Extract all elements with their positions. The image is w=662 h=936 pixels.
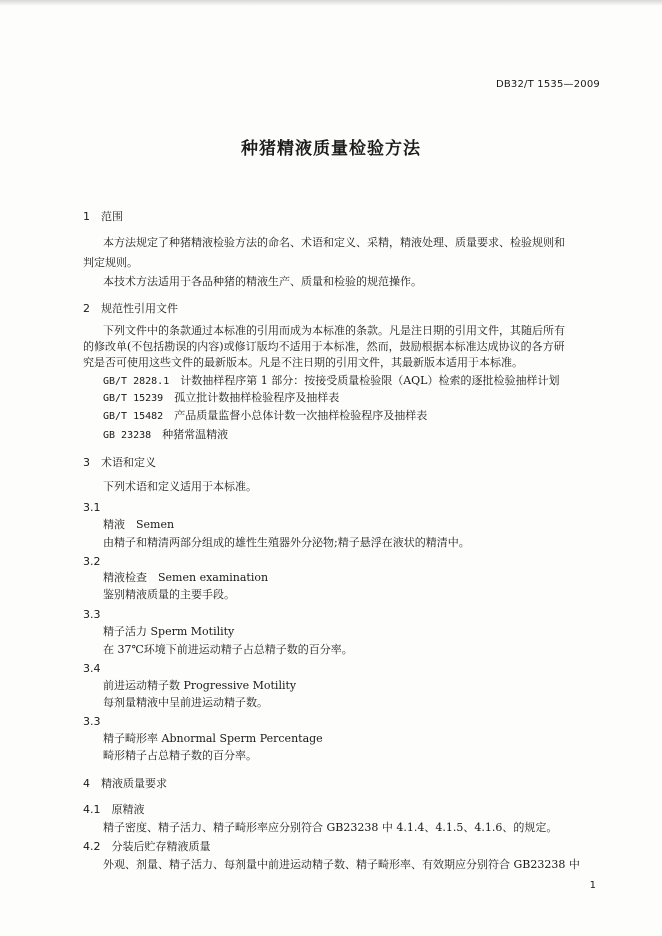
section-4-heading: 4 精液质量要求 [83, 777, 167, 790]
document-title: 种猪精液质量检验方法 [241, 139, 421, 159]
subsection-4-2-heading [83, 840, 211, 854]
subsection-4-1-text: 精子密度、精子活力、精子畸形率应分别符合 GB23238 中 4.1.4、4.1.5、4.1.6、的规定。 [103, 821, 558, 834]
section-1-heading: 1 范围 [83, 210, 123, 223]
term-name: 精液 Semen [103, 518, 175, 531]
reference-title: 计数抽样程序第 1 部分：按接受质量检验限（AQL）检索的逐批检验抽样计划 [180, 374, 560, 387]
subsection-4-1-heading [83, 803, 145, 817]
reference-title: 孤立批计数抽样检验程序及抽样表 [174, 391, 340, 404]
subsection-number: 4.2 [83, 840, 101, 853]
term-number: 3.3 [83, 715, 101, 728]
term-number: 3.4 [83, 662, 101, 675]
reference-code: GB/T 2828.1 [103, 376, 170, 387]
subsection-title: 分装后贮存精液质量 [111, 840, 211, 853]
reference-code: GB/T 15482 [103, 411, 164, 422]
term-definition: 每剂量精液中呈前进运动精子数。 [103, 696, 268, 709]
term-definition: 在 37℃环境下前进运动精子占总精子数的百分率。 [103, 643, 353, 656]
standard-number: DB32/T 1535—2009 [495, 79, 600, 90]
section-3-heading: 3 术语和定义 [83, 456, 156, 469]
section-2-paragraph-b: 的修改单(不包括勘误的内容)或修订版均不适用于本标准，然而，鼓励根据本标准达成协议的各方研 [83, 340, 565, 353]
section-1-paragraph-1b: 判定规则。 [83, 256, 138, 269]
section-2-paragraph-a: 下列文件中的条款通过本标准的引用而成为本标准的条款。凡是注日期的引用文件，其随后所有 [103, 324, 565, 337]
term-number: 3.3 [83, 608, 101, 621]
term-name: 精子活力 Sperm Motility [103, 625, 235, 638]
section-1-paragraph-1a: 本方法规定了种猪精液检验方法的命名、术语和定义、采精，精液处理、质量要求、检验规则和 [103, 236, 565, 249]
term-definition: 鉴别精液质量的主要手段。 [103, 588, 235, 601]
section-1-paragraph-2: 本技术方法适用于各品种猪的精液生产、质量和检验的规范操作。 [103, 275, 422, 288]
term-definition: 由精子和精清两部分组成的雄性生殖器外分泌物;精子悬浮在液状的精清中。 [103, 536, 470, 549]
reference-code: GB 23238 [103, 430, 152, 441]
section-2-heading: 2 规范性引用文件 [83, 302, 178, 315]
term-number: 3.1 [83, 501, 101, 514]
reference-item [103, 409, 427, 424]
section-3-intro: 下列术语和定义适用于本标准。 [103, 480, 257, 493]
reference-title: 产品质量监督小总体计数一次抽样检验程序及抽样表 [174, 409, 428, 422]
reference-item [103, 428, 228, 443]
reference-item [103, 391, 339, 406]
term-name: 前进运动精子数 Progressive Motility [103, 679, 297, 692]
term-number: 3.2 [83, 555, 101, 568]
term-name: 精液检查 Semen examination [103, 571, 269, 584]
term-name: 精子畸形率 Abnormal Sperm Percentage [103, 732, 323, 745]
scan-edge [0, 0, 662, 6]
reference-code: GB/T 15239 [103, 393, 164, 404]
section-2-paragraph-c: 究是否可使用这些文件的最新版本。凡是不注日期的引用文件，其最新版本适用于本标准。 [83, 356, 523, 369]
reference-title: 种猪常温精液 [162, 428, 229, 441]
subsection-4-2-text: 外观、剂量、精子活力、每剂量中前进运动精子数、精子畸形率、有效期应分别符合 GB23238 中 [103, 858, 580, 871]
term-definition: 畸形精子占总精子数的百分率。 [103, 749, 257, 762]
page-number: 1 [589, 880, 596, 891]
subsection-title: 原精液 [111, 803, 145, 816]
subsection-number: 4.1 [83, 803, 101, 816]
reference-item [103, 374, 560, 389]
